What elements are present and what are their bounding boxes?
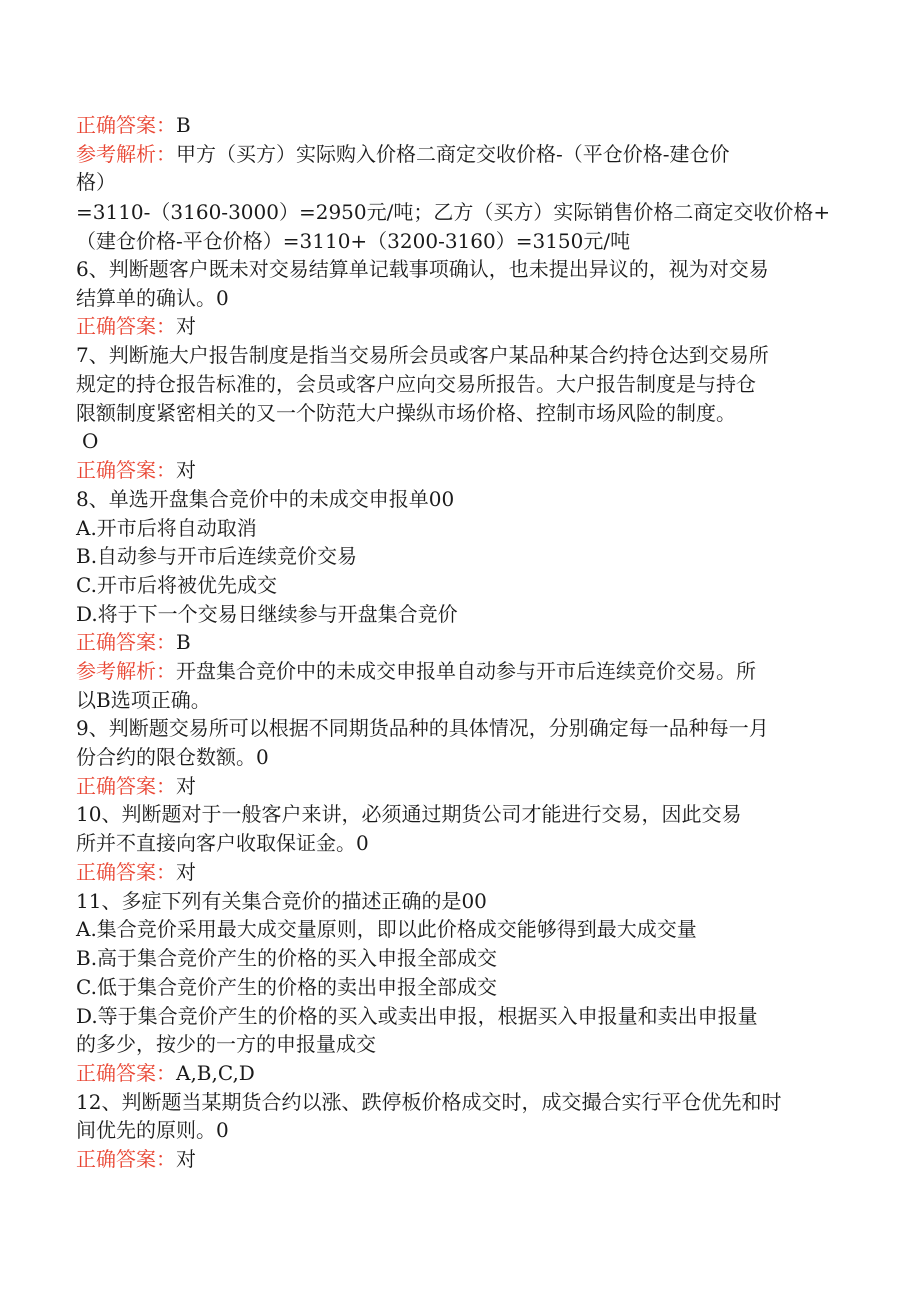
- text-line: =3110-（3160-3000）=2950元/吨；乙方（买方）实际销售价格二商定交收价格+: [76, 200, 831, 224]
- option-line: C.开市后将被优先成交: [76, 573, 277, 597]
- question-line: 6、判断题客户既未对交易结算单记载事项确认，也未提出异议的，视为对交易: [76, 257, 769, 281]
- answer-line: [76, 772, 196, 800]
- answer-line: [76, 628, 191, 656]
- option-line: C.低于集合竞价产生的价格的卖出申报全部成交: [76, 975, 497, 999]
- answer-label: 正确答案：: [76, 860, 176, 884]
- text-line: 格）: [76, 170, 116, 194]
- answer-label: 正确答案：: [76, 1061, 176, 1085]
- answer-label: 正确答案：: [76, 630, 176, 654]
- question-line: 9、判断题交易所可以根据不同期货品种的具体情况，分别确定每一品种每一月: [76, 716, 769, 740]
- explanation-text: 甲方（买方）实际购入价格二商定交收价格-（平仓价格-建仓价: [176, 142, 730, 166]
- answer-value: 对: [176, 774, 196, 798]
- text-line: （建仓价格-平仓价格）=3110+（3200-3160）=3150元/吨: [76, 229, 631, 253]
- explanation-text: 开盘集合竞价中的未成交申报单自动参与开市后连续竞价交易。所: [176, 659, 756, 683]
- question-line: 结算单的确认。0: [76, 286, 229, 310]
- explanation-line: [76, 657, 756, 685]
- question-line: 规定的持仓报告标准的，会员或客户应向交易所报告。大户报告制度是与持仓: [76, 372, 756, 396]
- answer-label: 正确答案：: [76, 113, 176, 137]
- answer-value: 对: [176, 1147, 196, 1171]
- option-line: D.将于下一个交易日继续参与开盘集合竞价: [76, 602, 458, 626]
- answer-value: B: [176, 113, 191, 137]
- question-line: 10、判断题对于一般客户来讲，必须通过期货公司才能进行交易，因此交易: [76, 802, 742, 826]
- answer-line: [76, 456, 196, 484]
- answer-value: 对: [176, 314, 196, 338]
- answer-value: B: [176, 630, 191, 654]
- text-line: 以B选项正确。: [76, 688, 211, 712]
- option-line: B.自动参与开市后连续竞价交易: [76, 544, 358, 568]
- option-line: A.开市后将自动取消: [76, 516, 257, 540]
- question-line: O: [82, 429, 99, 453]
- question-line: 12、判断题当某期货合约以涨、跌停板价格成交时，成交撮合实行平仓优先和时: [76, 1090, 782, 1114]
- question-line: 8、单选开盘集合竞价中的未成交申报单00: [76, 487, 455, 511]
- answer-line: [76, 1145, 196, 1173]
- question-line: 所并不直接向客户收取保证金。0: [76, 831, 369, 855]
- option-line: B.高于集合竞价产生的价格的买入申报全部成交: [76, 946, 498, 970]
- explanation-line: [76, 140, 730, 168]
- answer-value: A,B,C,D: [176, 1061, 255, 1085]
- question-line: 7、判断施大户报告制度是指当交易所会员或客户某品种某合约持仓达到交易所: [76, 343, 769, 367]
- answer-line: [76, 111, 191, 139]
- question-line: 间优先的原则。0: [76, 1118, 229, 1142]
- option-line: A.集合竞价采用最大成交量原则，即以此价格成交能够得到最大成交量: [76, 917, 697, 941]
- answer-value: 对: [176, 458, 196, 482]
- explanation-label: 参考解析：: [76, 142, 176, 166]
- explanation-label: 参考解析：: [76, 659, 176, 683]
- option-line: D.等于集合竞价产生的价格的买入或卖出申报，根据买入申报量和卖出申报量: [76, 1004, 758, 1028]
- answer-line: [76, 312, 196, 340]
- question-line: 份合约的限仓数额。0: [76, 745, 269, 769]
- option-line: 的多少，按少的一方的申报量成交: [76, 1032, 376, 1056]
- answer-line: [76, 858, 196, 886]
- answer-value: 对: [176, 860, 196, 884]
- answer-label: 正确答案：: [76, 314, 176, 338]
- answer-line: [76, 1059, 255, 1087]
- question-line: 限额制度紧密相关的又一个防范大户操纵市场价格、控制市场风险的制度。: [76, 401, 736, 425]
- question-line: 11、多症下列有关集合竞价的描述正确的是00: [76, 889, 487, 913]
- answer-label: 正确答案：: [76, 774, 176, 798]
- answer-label: 正确答案：: [76, 458, 176, 482]
- answer-label: 正确答案：: [76, 1147, 176, 1171]
